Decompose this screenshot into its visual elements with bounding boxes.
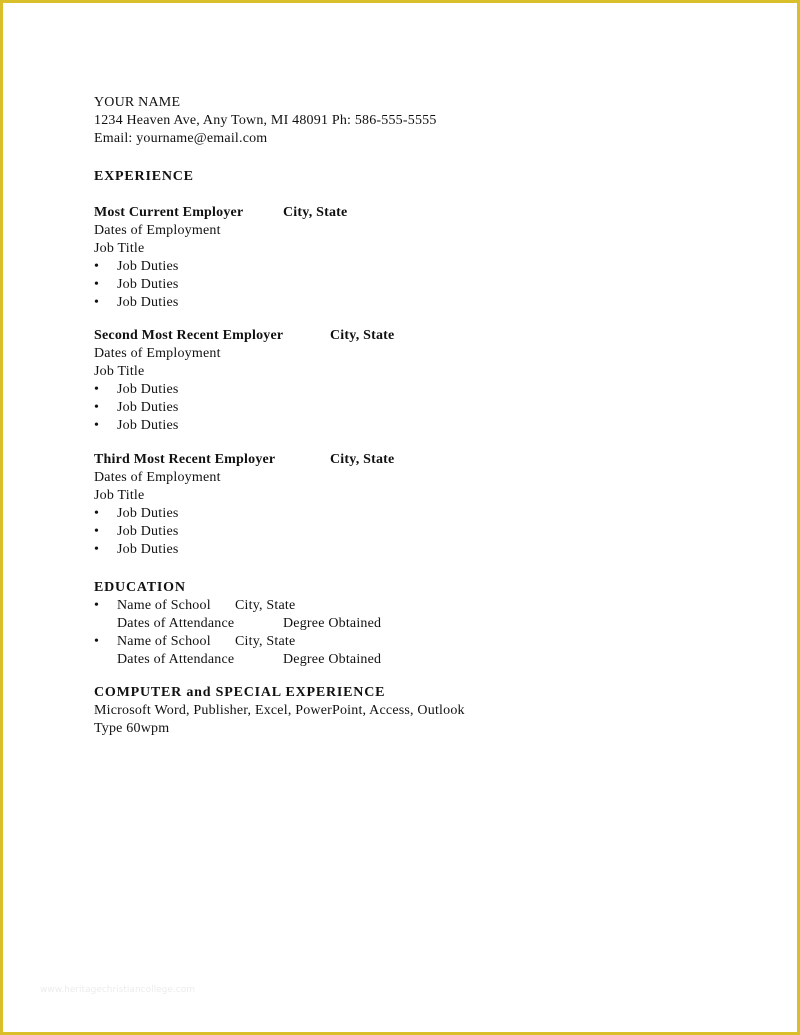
education-heading: EDUCATION [94, 580, 186, 595]
education-entry [94, 633, 714, 669]
duty-text: Job Duties [117, 382, 179, 397]
attendance-dates: Dates of Attendance [117, 616, 235, 631]
attendance-dates: Dates of Attendance [117, 652, 235, 667]
bullet: • [94, 259, 100, 274]
duty-text: Job Duties [117, 259, 179, 274]
duty-item [94, 417, 714, 435]
degree: Degree Obtained [283, 616, 382, 631]
bullet: • [94, 418, 100, 433]
degree: Degree Obtained [283, 652, 382, 667]
job-entry [94, 204, 714, 312]
duty-item [94, 381, 714, 399]
school-location: City, State [235, 598, 296, 613]
job-dates: Dates of Employment [94, 470, 221, 485]
duty-item [94, 505, 714, 523]
job-location: City, State [283, 205, 348, 220]
duty-item [94, 294, 714, 312]
duty-item [94, 258, 714, 276]
school-name: Name of School [117, 598, 211, 613]
email: Email: yourname@email.com [94, 131, 268, 146]
job-dates: Dates of Employment [94, 223, 221, 238]
bullet: • [94, 542, 100, 557]
education-entry [94, 597, 714, 633]
address: 1234 Heaven Ave, Any Town, MI 48091 Ph: 586-555-5555 [94, 113, 437, 128]
bullet: • [94, 400, 100, 415]
bullet: • [94, 524, 100, 539]
duty-text: Job Duties [117, 506, 179, 521]
resume-document [94, 94, 714, 738]
bullet: • [94, 295, 100, 310]
employer: Most Current Employer [94, 205, 244, 220]
bullet: • [94, 506, 100, 521]
job-entry [94, 451, 714, 559]
duty-text: Job Duties [117, 295, 179, 310]
duty-item [94, 541, 714, 559]
job-title: Job Title [94, 488, 145, 503]
job-dates: Dates of Employment [94, 346, 221, 361]
bullet: • [94, 382, 100, 397]
school-name: Name of School [117, 634, 211, 649]
duty-item [94, 523, 714, 541]
employer: Third Most Recent Employer [94, 452, 276, 467]
employer: Second Most Recent Employer [94, 328, 284, 343]
skills-line: Type 60wpm [94, 721, 170, 736]
duty-item [94, 399, 714, 417]
job-location: City, State [330, 328, 395, 343]
experience-heading: EXPERIENCE [94, 169, 194, 184]
skills-heading: COMPUTER and SPECIAL EXPERIENCE [94, 685, 386, 700]
watermark: www.heritagechristiancollege.com [40, 985, 195, 995]
duty-item [94, 276, 714, 294]
school-location: City, State [235, 634, 296, 649]
duty-text: Job Duties [117, 524, 179, 539]
job-location: City, State [330, 452, 395, 467]
bullet: • [94, 598, 100, 613]
skills-line: Microsoft Word, Publisher, Excel, PowerPoint, Access, Outlook [94, 703, 465, 718]
duty-text: Job Duties [117, 400, 179, 415]
bullet: • [94, 277, 100, 292]
bullet: • [94, 634, 100, 649]
duty-text: Job Duties [117, 277, 179, 292]
name: YOUR NAME [94, 95, 181, 110]
job-title: Job Title [94, 241, 145, 256]
job-title: Job Title [94, 364, 145, 379]
job-entry [94, 327, 714, 435]
duty-text: Job Duties [117, 542, 179, 557]
duty-text: Job Duties [117, 418, 179, 433]
